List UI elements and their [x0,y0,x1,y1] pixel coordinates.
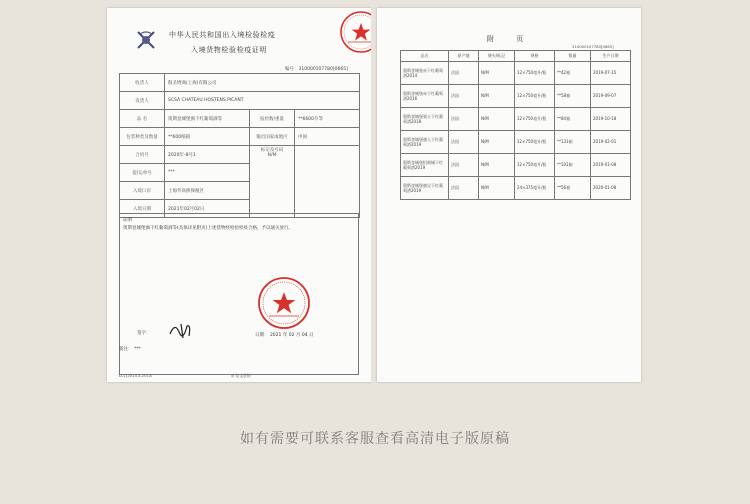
handwritten-signature [167,320,197,340]
annex-cell-mark: N/M [479,154,515,177]
product-name-label: 品 名 [120,110,165,128]
date-value: 2021 年 02 月 04 日 [269,333,314,338]
annex-title: 附 页 [487,35,534,43]
date-label: 日期： [255,333,269,338]
red-seal-bottom-stamp [257,276,311,330]
annex-cell-name: 奥斯登城堡旗入干红葡萄酒2019 [401,131,449,154]
package-label: 包装种类及数量 [120,128,165,146]
remark-row [119,346,141,352]
annex-cell-origin: 法国 [449,131,479,154]
certificate-subtitle: 入境货物检验检疫证明 [191,46,267,54]
table-row [401,85,631,108]
inspection-emblem-icon [134,28,158,52]
table-row [120,74,360,92]
annex-cell-name: 奥斯登城堡恒朗城干红葡萄酒2019 [401,154,449,177]
table-row [401,131,631,154]
consignor-label: 发货人 [120,92,165,110]
conclusion-text: 奥斯登城堡旗干红葡萄酒等(具体详见附页)上述货物经检验检疫合格，予以通关放行。 [123,226,294,231]
annex-cell-spec: 12×750毫升/瓶 [515,108,555,131]
entry-date-label: 入境日期 [120,200,165,218]
annex-cell-mark: N/M [479,62,515,85]
table-row [120,110,360,128]
cert-no-label: 编号： [285,67,299,72]
entry-port-label: 入境口岸 [120,182,165,200]
annex-cell-date: 2019-10-18 [591,108,631,131]
table-row [120,92,360,110]
entry-port-value: 上海外高桥保税区 [165,182,250,200]
annex-cell-origin: 法国 [449,154,479,177]
consignee-value: 殷圣博商(上海)有限公司 [165,74,360,92]
table-row [120,146,360,164]
annex-cell-qty: **56箱 [555,177,591,200]
origin-country-value: 中国 [295,128,360,146]
marks-value: N/M [267,153,277,158]
cert-no-value: 310000107780[0665] [298,67,348,72]
annex-cell-qty: **42箱 [555,62,591,85]
quantity-label: 报检数/重量 [250,110,295,128]
marks-label [250,146,295,218]
annex-cell-spec: 12×750毫升/瓶 [515,154,555,177]
annex-cell-spec: 12×750毫升/瓶 [515,62,555,85]
signature-label: 签字： [137,331,151,336]
annex-cell-qty: **101箱 [555,154,591,177]
table-row [401,108,631,131]
annex-header-mark: 唛头/标记 [479,51,515,62]
signature-row [137,330,151,336]
entry-date-value: 2021年02月02日 [165,200,250,218]
conclusion-label: 证明 [123,218,132,223]
annex-cell-name: 奥斯登城堡赤干红葡萄酒2016 [401,85,449,108]
annex-number: 310000107780[0665] [572,44,614,49]
annex-cell-spec: 12×750毫升/瓶 [515,131,555,154]
certificate-title: 中华人民共和国出入境检验检疫 [169,31,276,39]
annex-cell-mark: N/M [479,108,515,131]
marks-blank [295,146,360,218]
annex-cell-qty: **131箱 [555,131,591,154]
annex-header-row [401,51,631,62]
form-note: ◎ 复文底纸 [231,373,251,378]
annex-cell-qty: **84箱 [555,108,591,131]
annex-cell-name: 奥斯登城堡骑士干红葡萄酒2018 [401,108,449,131]
annex-cell-spec: 24×375毫升/瓶 [515,177,555,200]
annex-cell-origin: 法国 [449,85,479,108]
certificate-page [107,8,371,382]
package-value: **600纸箱 [165,128,250,146]
annex-cell-origin: 法国 [449,177,479,200]
table-row [401,177,631,200]
consignee-label: 收货人 [120,74,165,92]
annex-cell-origin: 法国 [449,108,479,131]
annex-cell-date: 2019-07-15 [591,62,631,85]
bill-no-label: 提/运单号 [120,164,165,182]
annex-cell-name: 奥斯登城堡旗宝干红葡萄酒2019 [401,177,449,200]
form-code: D-1(2014.4.20)-8 [119,373,152,378]
certificate-table [119,73,360,218]
annex-cell-date: 2019-01-08 [591,154,631,177]
annex-header-qty: 数量 [555,51,591,62]
origin-country-label: 输出国家或地区 [250,128,295,146]
quantity-value: **6600升等 [295,110,360,128]
certificate-number [285,66,348,72]
product-name-value: 奥斯登城堡旗干红葡萄酒等 [165,110,250,128]
annex-header-spec: 规格 [515,51,555,62]
annex-header-date: 生产日期 [591,51,631,62]
table-row [401,154,631,177]
table-row [401,62,631,85]
marks-label-text: 标记及号码 [260,148,284,153]
annex-cell-spec: 12×750毫升/瓶 [515,85,555,108]
annex-cell-mark: N/M [479,85,515,108]
bill-no-value: *** [165,164,250,182]
remark-value: *** [133,347,141,352]
date-row [255,332,314,338]
annex-header-origin: 原产地 [449,51,479,62]
annex-cell-mark: N/M [479,177,515,200]
annex-cell-date: 2020-01-08 [591,177,631,200]
annex-cell-date: 2019-09-07 [591,85,631,108]
annex-header-name: 品名 [401,51,449,62]
contract-no-label: 合同号 [120,146,165,164]
contract-no-value: 2020年-8号1 [165,146,250,164]
consignor-value: SCSA CHATEAU HOSTENS PICANT [165,92,360,110]
annex-cell-qty: **58箱 [555,85,591,108]
remark-label: 备注： [119,347,133,352]
annex-cell-origin: 法国 [449,62,479,85]
annex-cell-date: 2019-02-01 [591,131,631,154]
annex-table [400,50,631,200]
conclusion-box [119,213,359,375]
annex-cell-mark: N/M [479,131,515,154]
contact-caption: 如有需要可联系客服查看高清电子版原稿 [240,431,510,447]
table-row [120,128,360,146]
annex-cell-name: 奥斯登城堡赤干红葡萄酒2014 [401,62,449,85]
annex-page [377,8,641,382]
